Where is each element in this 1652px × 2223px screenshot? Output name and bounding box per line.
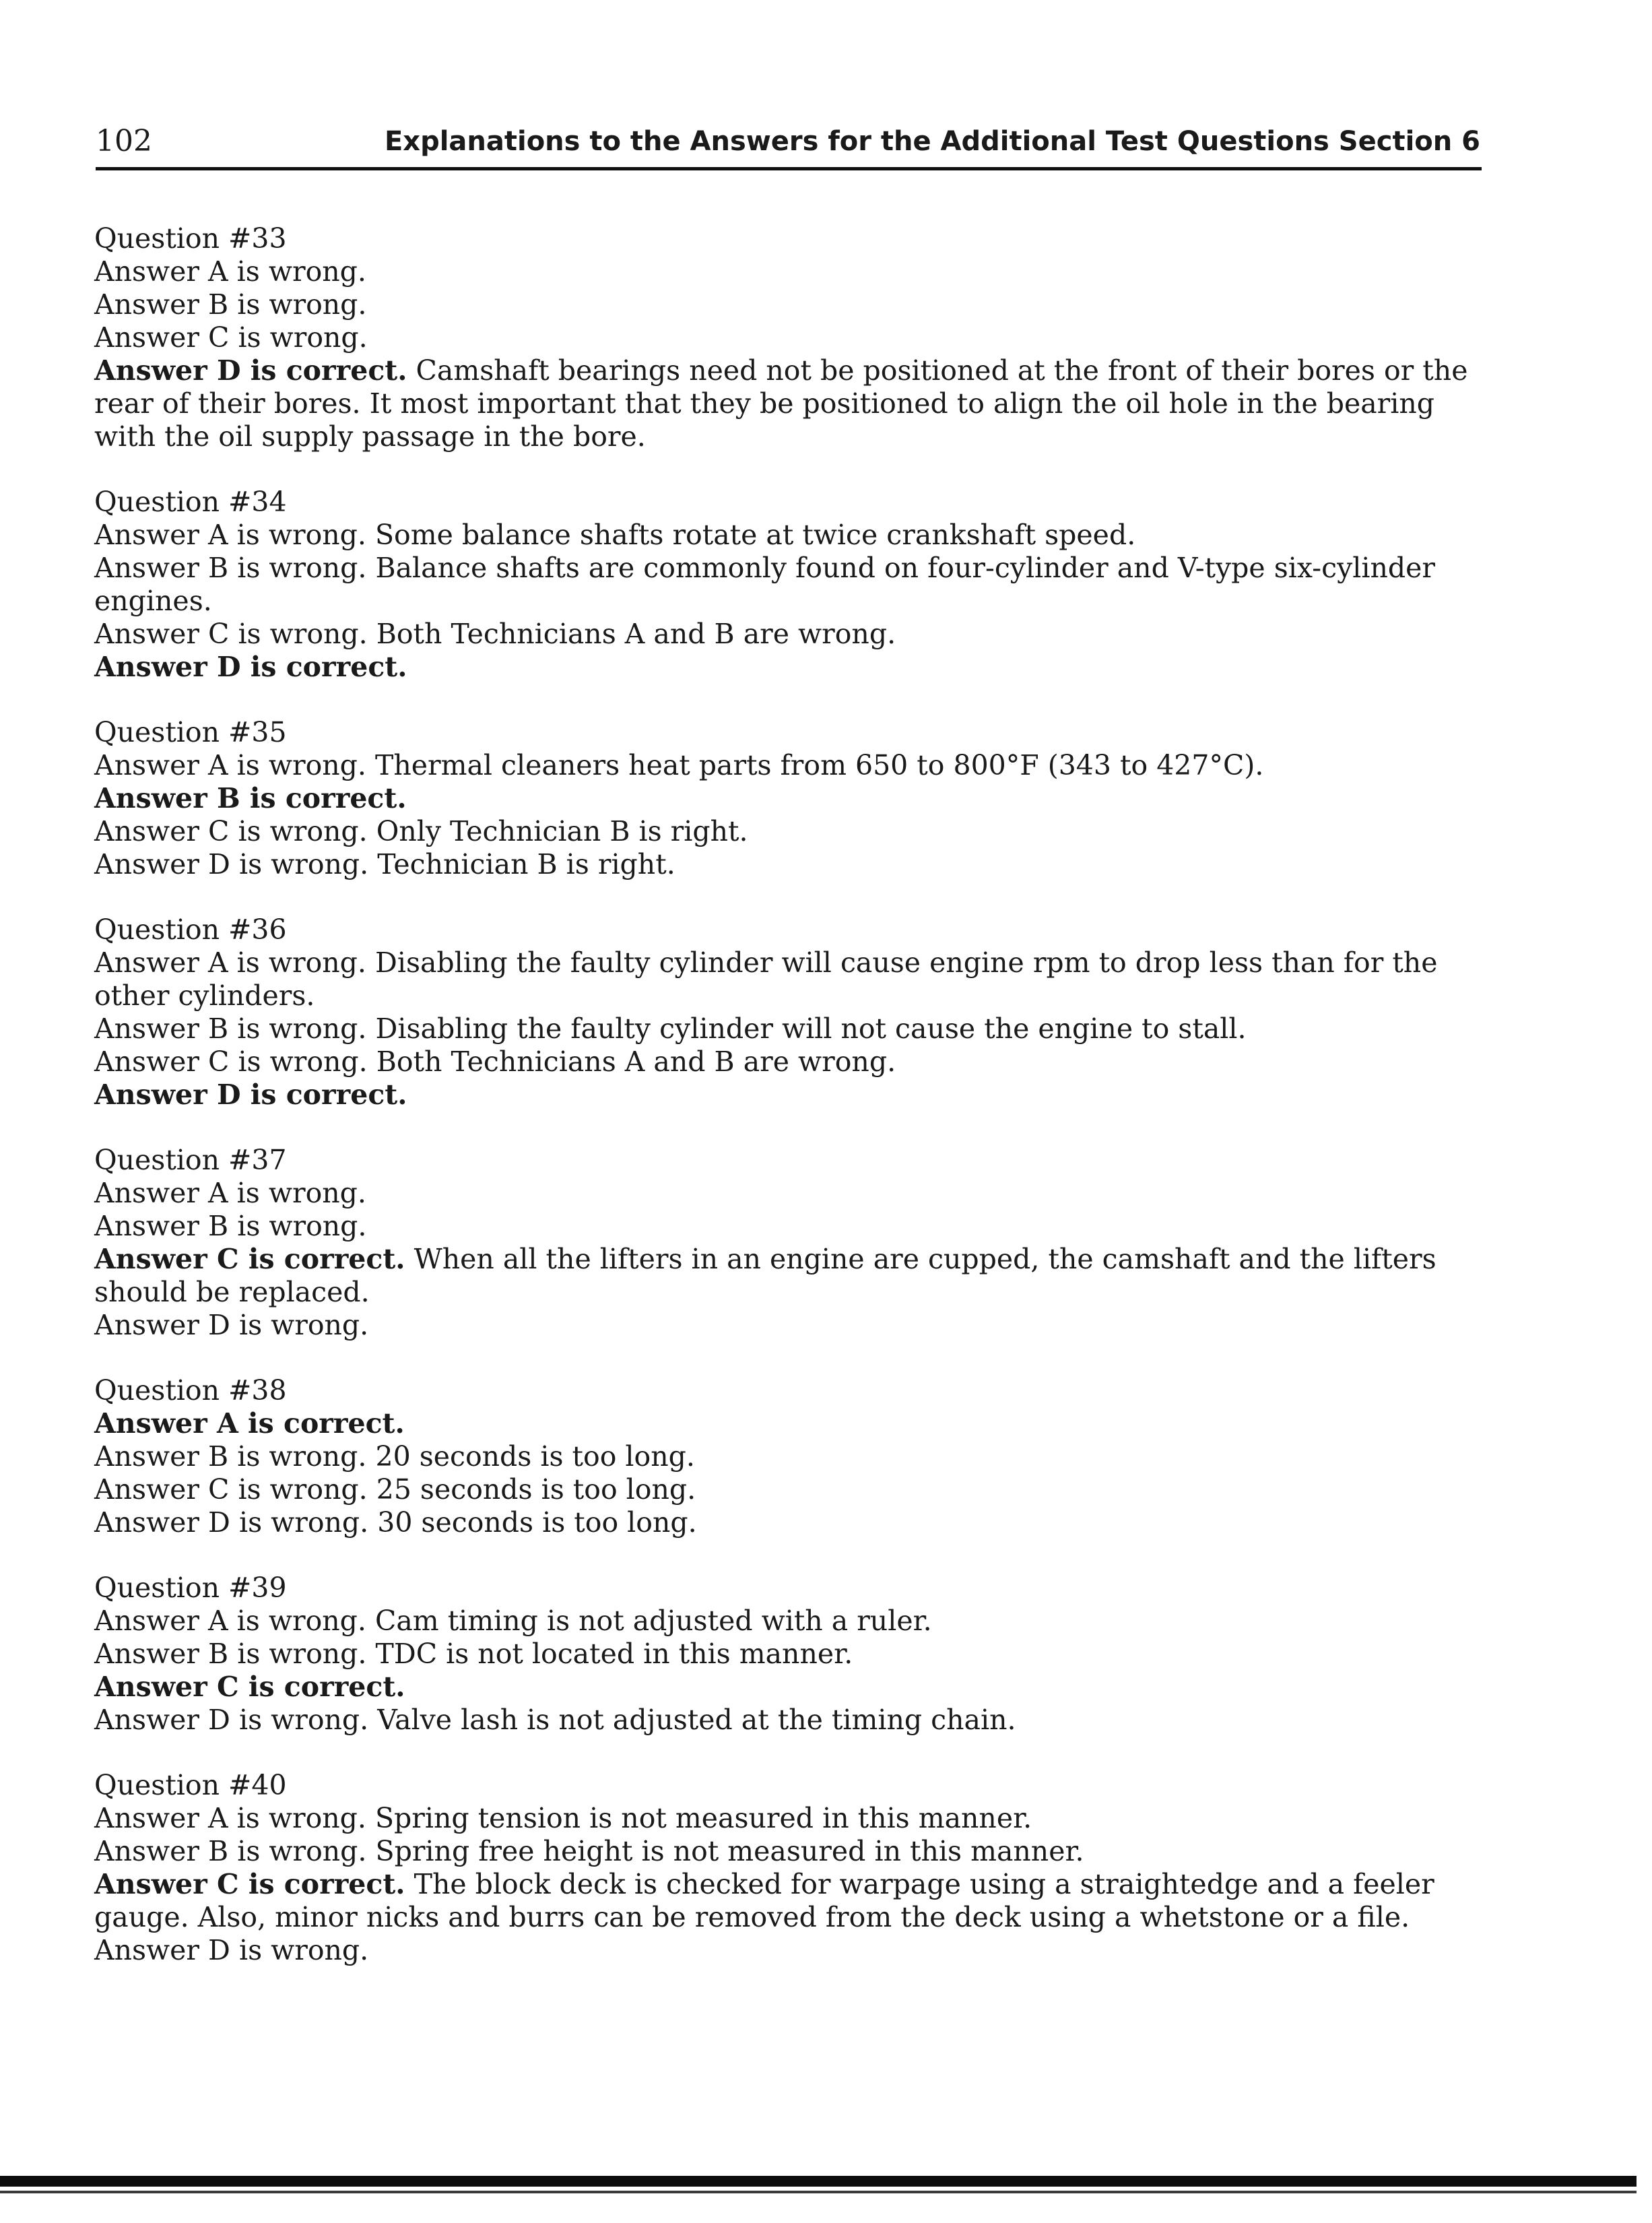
answer-text: Answer C is wrong. Only Technician B is right. bbox=[94, 815, 748, 847]
answer-line bbox=[94, 1309, 1488, 1342]
question-35 bbox=[94, 716, 1488, 881]
question-34 bbox=[94, 486, 1488, 684]
answer-line bbox=[94, 1506, 1488, 1539]
answer-line bbox=[94, 354, 1488, 453]
answer-line bbox=[94, 1835, 1488, 1868]
answer-line bbox=[94, 1868, 1488, 1934]
answer-text: When all the lifters in an engine are cupped, the camshaft and the lifters should be replaced. bbox=[94, 1243, 1436, 1308]
answer-line bbox=[94, 1078, 1488, 1112]
answer-text: Answer D is wrong. bbox=[94, 1309, 369, 1341]
answer-text: Answer B is wrong. Disabling the faulty cylinder will not cause the engine to stall. bbox=[94, 1012, 1247, 1045]
correct-answer-label: Answer B is correct. bbox=[94, 782, 407, 814]
answer-line bbox=[94, 1934, 1488, 1967]
answer-line bbox=[94, 1210, 1488, 1243]
question-39 bbox=[94, 1572, 1488, 1737]
question-36 bbox=[94, 913, 1488, 1112]
answer-line bbox=[94, 1704, 1488, 1737]
answer-text: Answer C is wrong. Both Technicians A and B are wrong. bbox=[94, 618, 896, 650]
question-title: Question #38 bbox=[94, 1374, 287, 1407]
answer-text: Answer A is wrong. Spring tension is not measured in this manner. bbox=[94, 1802, 1032, 1834]
answer-line bbox=[94, 848, 1488, 881]
answer-text: Answer A is wrong. bbox=[94, 255, 366, 288]
answer-text: Answer C is wrong. bbox=[94, 321, 368, 354]
answer-line bbox=[94, 1605, 1488, 1638]
correct-answer-label: Answer D is correct. bbox=[94, 651, 407, 683]
answer-text: Answer B is wrong. Balance shafts are commonly found on four-cylinder and V-type six-cylinder engines. bbox=[94, 552, 1436, 617]
answer-explanations bbox=[94, 222, 1488, 1999]
page-number: 102 bbox=[96, 124, 152, 158]
answer-text: Answer C is wrong. Both Technicians A and B are wrong. bbox=[94, 1045, 896, 1078]
answer-text: Answer B is wrong. bbox=[94, 288, 367, 321]
correct-answer-label: Answer D is correct. bbox=[94, 1078, 407, 1111]
answer-text: Answer B is wrong. bbox=[94, 1210, 367, 1242]
answer-text: Answer B is wrong. 20 seconds is too long. bbox=[94, 1440, 695, 1473]
answer-line bbox=[94, 1638, 1488, 1671]
question-title: Question #40 bbox=[94, 1769, 287, 1801]
question-title: Question #37 bbox=[94, 1144, 287, 1176]
question-title: Question #39 bbox=[94, 1572, 287, 1604]
answer-line bbox=[94, 946, 1488, 1012]
question-33 bbox=[94, 222, 1488, 453]
answer-line bbox=[94, 321, 1488, 354]
question-40 bbox=[94, 1769, 1488, 1967]
answer-text: Answer A is wrong. Cam timing is not adjusted with a ruler. bbox=[94, 1605, 932, 1637]
answer-line bbox=[94, 1243, 1488, 1309]
answer-line bbox=[94, 1407, 1488, 1440]
answer-text: Answer A is wrong. Disabling the faulty cylinder will cause engine rpm to drop less than for the other cylinders. bbox=[94, 946, 1438, 1012]
answer-text: Answer D is wrong. 30 seconds is too long. bbox=[94, 1506, 697, 1539]
answer-text: Answer A is wrong. Thermal cleaners heat parts from 650 to 800°F (343 to 427°C). bbox=[94, 749, 1264, 781]
question-37 bbox=[94, 1144, 1488, 1342]
answer-line bbox=[94, 1671, 1488, 1704]
answer-text: Answer C is wrong. 25 seconds is too long. bbox=[94, 1473, 696, 1506]
answer-text: Answer D is wrong. Valve lash is not adjusted at the timing chain. bbox=[94, 1704, 1016, 1736]
answer-line bbox=[94, 651, 1488, 684]
answer-text: Answer A is wrong. bbox=[94, 1177, 366, 1209]
correct-answer-label: Answer D is correct. bbox=[94, 354, 407, 387]
page-header bbox=[96, 120, 1480, 163]
answer-line bbox=[94, 1045, 1488, 1078]
header-rule bbox=[96, 167, 1482, 170]
answer-line bbox=[94, 815, 1488, 848]
answer-text: Answer D is wrong. bbox=[94, 1934, 369, 1966]
answer-text: Camshaft bearings need not be positioned at the front of their bores or the rear of their bores. It most important that they be positioned to align the oil hole in the bearing with the oil supply passage in the bore. bbox=[94, 354, 1468, 453]
answer-line bbox=[94, 1012, 1488, 1045]
running-head: Explanations to the Answers for the Additional Test Questions Section 6 bbox=[384, 126, 1480, 157]
question-title: Question #33 bbox=[94, 222, 287, 255]
correct-answer-label: Answer C is correct. bbox=[94, 1868, 405, 1900]
answer-line bbox=[94, 552, 1488, 618]
footer-rule-thin bbox=[0, 2191, 1637, 2193]
answer-line bbox=[94, 749, 1488, 782]
answer-line bbox=[94, 288, 1488, 321]
correct-answer-label: Answer A is correct. bbox=[94, 1407, 405, 1440]
answer-text: Answer B is wrong. TDC is not located in this manner. bbox=[94, 1638, 853, 1670]
correct-answer-label: Answer C is correct. bbox=[94, 1243, 405, 1275]
answer-text: Answer D is wrong. Technician B is right. bbox=[94, 848, 675, 880]
correct-answer-label: Answer C is correct. bbox=[94, 1671, 405, 1703]
answer-line bbox=[94, 1473, 1488, 1506]
answer-line bbox=[94, 618, 1488, 651]
question-38 bbox=[94, 1374, 1488, 1539]
answer-line bbox=[94, 1802, 1488, 1835]
answer-text: The block deck is checked for warpage using a straightedge and a feeler gauge. Also, minor nicks and burrs can be removed from the deck using a whetstone or a file. bbox=[94, 1868, 1434, 1933]
answer-line bbox=[94, 1440, 1488, 1473]
answer-line bbox=[94, 1177, 1488, 1210]
question-title: Question #35 bbox=[94, 716, 287, 748]
question-title: Question #34 bbox=[94, 486, 287, 518]
answer-line bbox=[94, 782, 1488, 815]
answer-text: Answer B is wrong. Spring free height is not measured in this manner. bbox=[94, 1835, 1084, 1867]
answer-text: Answer A is wrong. Some balance shafts rotate at twice crankshaft speed. bbox=[94, 519, 1136, 551]
answer-line bbox=[94, 519, 1488, 552]
footer-rule bbox=[0, 2176, 1637, 2187]
answer-line bbox=[94, 255, 1488, 288]
question-title: Question #36 bbox=[94, 913, 287, 946]
